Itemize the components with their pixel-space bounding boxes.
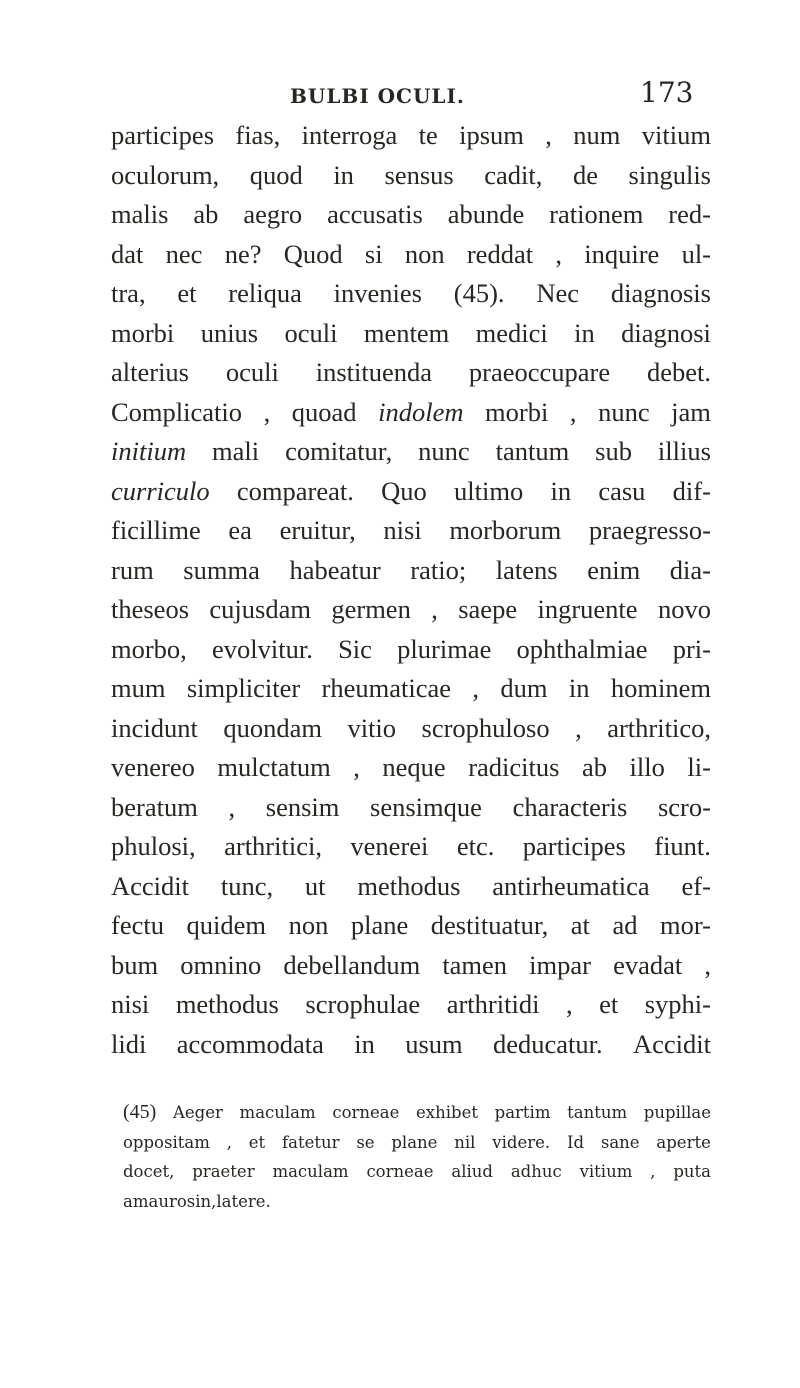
text-line: phulosi, arthritici, venerei etc. participes fiunt. bbox=[111, 831, 711, 861]
text-line: venereo mulctatum , neque radicitus ab illo li- bbox=[111, 752, 711, 782]
text-line: bum omnino debellandum tamen impar evadat , bbox=[111, 949, 711, 980]
text-line: incidunt quondam vitio scrophuloso , arthritico, bbox=[111, 712, 711, 743]
text-line: initium mali comitatur, nunc tantum sub illius bbox=[111, 436, 711, 466]
page-number: 173 bbox=[640, 76, 694, 109]
text-line: malis ab aegro accusatis abunde rationem red- bbox=[111, 199, 711, 229]
text-line: mum simpliciter rheumaticae , dum in hominem bbox=[111, 673, 711, 703]
main-text bbox=[111, 116, 711, 1064]
footnote-line: oppositam , et fatetur se plane nil videre. Id sane aperte bbox=[123, 1132, 711, 1152]
text-line: beratum , sensim sensimque characteris scro- bbox=[111, 791, 711, 822]
text-line: participes fias, interroga te ipsum , num vitium bbox=[111, 120, 711, 150]
text-line: oculorum, quod in sensus cadit, de singulis bbox=[111, 159, 711, 190]
text-line: ficillime ea eruitur, nisi morborum praegresso- bbox=[111, 515, 711, 545]
text-line: morbi unius oculi mentem medici in diagnosi bbox=[111, 317, 711, 348]
text-line: tra, et reliqua invenies (45). Nec diagnosis bbox=[111, 278, 711, 308]
text-line: theseos cujusdam germen , saepe ingruente novo bbox=[111, 594, 711, 624]
text-line: alterius oculi instituenda praeoccupare debet. bbox=[111, 357, 711, 387]
text-line: lidi accommodata in usum deducatur. Accidit bbox=[111, 1028, 711, 1059]
text-line: Accidit tunc, ut methodus antirheumatica ef- bbox=[111, 870, 711, 901]
text-line: Complicatio , quoad indolem morbi , nunc jam bbox=[111, 396, 711, 427]
text-line: fectu quidem non plane destituatur, at ad mor- bbox=[111, 910, 711, 940]
running-title: BULBI OCULI. bbox=[290, 84, 465, 108]
footnote-line: docet, praeter maculam corneae aliud adhuc vitium , puta bbox=[123, 1162, 711, 1181]
footnote-line: (45) Aeger maculam corneae exhibet partim tantum pupillae bbox=[123, 1098, 711, 1128]
footnote-line: amaurosin , latere. bbox=[123, 1191, 271, 1211]
footnote bbox=[123, 1098, 711, 1216]
text-line: curriculo compareat. Quo ultimo in casu dif- bbox=[111, 475, 711, 506]
text-line: rum summa habeatur ratio; latens enim dia- bbox=[111, 554, 711, 585]
text-line: dat nec ne? Quod si non reddat , inquire ul- bbox=[111, 238, 711, 269]
text-line: morbo, evolvitur. Sic plurimae ophthalmiae pri- bbox=[111, 633, 711, 664]
footnote-marker: (45) bbox=[123, 1101, 157, 1123]
text-line: nisi methodus scrophulae arthritidi , et syphi- bbox=[111, 989, 711, 1019]
